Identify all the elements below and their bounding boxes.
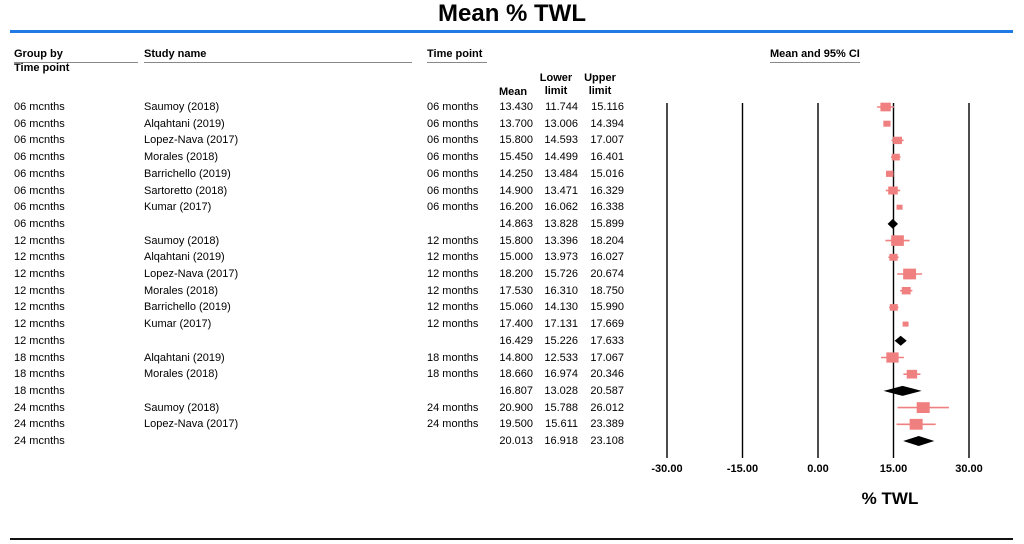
mean-cell: 14.863 bbox=[499, 217, 533, 230]
study-name-cell: Alqahtani (2019) bbox=[144, 117, 225, 130]
header-time-point: Time point bbox=[427, 48, 487, 63]
mean-cell: 15.800 bbox=[499, 234, 533, 247]
lower-limit-cell: 16.310 bbox=[544, 284, 578, 297]
lower-limit-cell: 15.611 bbox=[545, 418, 578, 431]
time-point-cell: 18 months bbox=[427, 368, 479, 381]
time-point-cell: 06 months bbox=[427, 184, 479, 197]
upper-limit-cell: 15.990 bbox=[590, 301, 624, 314]
group-cell: 12 mcnths bbox=[14, 334, 65, 347]
point-estimate bbox=[917, 402, 930, 413]
point-estimate bbox=[892, 154, 900, 161]
bottom-divider bbox=[10, 538, 1013, 540]
mean-cell: 17.530 bbox=[499, 284, 533, 297]
lower-limit-cell: 16.062 bbox=[544, 201, 578, 214]
upper-limit-cell: 17.067 bbox=[590, 351, 624, 364]
group-cell: 06 mcnths bbox=[14, 184, 65, 197]
point-estimate bbox=[907, 370, 917, 379]
group-cell: 06 mcnths bbox=[14, 117, 65, 130]
group-cell: 06 mcnths bbox=[14, 201, 65, 214]
time-point-cell: 12 months bbox=[427, 284, 479, 297]
mean-cell: 20.900 bbox=[499, 401, 533, 414]
point-estimate bbox=[893, 137, 902, 144]
mean-cell: 13.430 bbox=[499, 101, 533, 113]
x-tick-label: -30.00 bbox=[651, 463, 683, 475]
study-name-cell: Kumar (2017) bbox=[144, 201, 212, 214]
group-cell: 24 mcnths bbox=[14, 435, 65, 447]
point-estimate bbox=[897, 205, 903, 210]
mean-cell: 15.800 bbox=[499, 134, 533, 147]
mean-cell: 14.800 bbox=[499, 351, 533, 364]
header-study-name: Study name bbox=[144, 48, 412, 63]
mean-cell: 18.200 bbox=[499, 268, 533, 280]
chart-title: Mean % TWL bbox=[438, 0, 586, 27]
study-name-cell: Sartoretto (2018) bbox=[144, 184, 228, 197]
mean-cell: 16.200 bbox=[499, 201, 533, 214]
group-cell: 24 mcnths bbox=[14, 401, 65, 414]
group-cell: 06 mcnths bbox=[14, 217, 65, 230]
study-name-cell: Saumoy (2018) bbox=[144, 401, 220, 414]
upper-limit-cell: 17.633 bbox=[590, 334, 624, 347]
upper-limit-cell: 16.329 bbox=[590, 184, 624, 197]
header-group-by: Group by bbox=[14, 48, 138, 63]
study-name-cell: Saumoy (2018) bbox=[144, 101, 220, 113]
upper-limit-cell: 16.027 bbox=[590, 251, 624, 264]
upper-limit-cell: 18.750 bbox=[590, 284, 624, 297]
lower-limit-cell: 16.974 bbox=[544, 368, 578, 381]
upper-limit-cell: 15.116 bbox=[591, 101, 624, 113]
group-cell: 12 mcnths bbox=[14, 301, 65, 314]
point-estimate bbox=[902, 287, 911, 294]
study-name-cell: Barrichello (2019) bbox=[144, 301, 231, 314]
lower-limit-cell: 12.533 bbox=[544, 351, 578, 364]
lower-limit-cell: 13.828 bbox=[544, 217, 578, 230]
lower-limit-cell: 13.028 bbox=[544, 384, 578, 397]
group-cell: 12 mcnths bbox=[14, 268, 65, 280]
header-lower-limit: Lower limit bbox=[539, 72, 573, 97]
upper-limit-cell: 15.016 bbox=[590, 167, 624, 180]
group-cell: 06 mcnths bbox=[14, 167, 65, 180]
upper-limit-cell: 16.338 bbox=[590, 201, 624, 214]
point-estimate bbox=[891, 235, 904, 246]
upper-limit-cell: 16.401 bbox=[590, 151, 624, 164]
time-point-cell: 12 months bbox=[427, 301, 479, 314]
upper-limit-cell: 20.674 bbox=[590, 268, 624, 280]
study-name-cell: Kumar (2017) bbox=[144, 318, 212, 331]
summary-diamond bbox=[895, 336, 907, 346]
time-point-cell: 06 months bbox=[427, 151, 479, 164]
group-cell: 18 mcnths bbox=[14, 368, 65, 381]
upper-limit-cell: 26.012 bbox=[590, 401, 624, 414]
group-cell: 12 mcnths bbox=[14, 234, 65, 247]
upper-limit-cell: 20.346 bbox=[590, 368, 624, 381]
point-estimate bbox=[886, 171, 893, 177]
lower-limit-cell: 11.744 bbox=[545, 101, 578, 113]
lower-limit-cell: 13.396 bbox=[544, 234, 578, 247]
time-point-cell: 06 months bbox=[427, 201, 479, 214]
time-point-cell: 06 months bbox=[427, 167, 479, 180]
time-point-cell: 06 months bbox=[427, 117, 479, 130]
header-mean-ci: Mean and 95% CI bbox=[770, 48, 860, 63]
time-point-cell: 06 months bbox=[427, 134, 479, 147]
study-name-cell: Alqahtani (2019) bbox=[144, 251, 225, 264]
mean-cell: 19.500 bbox=[499, 418, 533, 431]
time-point-cell: 18 months bbox=[427, 351, 479, 364]
time-point-cell: 06 months bbox=[427, 101, 479, 113]
time-point-cell: 12 months bbox=[427, 268, 479, 280]
study-name-cell: Lopez-Nava (2017) bbox=[144, 134, 239, 147]
x-tick-label: 0.00 bbox=[807, 463, 829, 475]
study-name-cell: Morales (2018) bbox=[144, 151, 218, 164]
upper-limit-cell: 18.204 bbox=[590, 234, 624, 247]
point-estimate bbox=[903, 322, 909, 327]
group-cell: 12 mcnths bbox=[14, 251, 65, 264]
point-estimate bbox=[880, 103, 890, 112]
study-name-cell: Alqahtani (2019) bbox=[144, 351, 225, 364]
point-estimate bbox=[888, 187, 898, 195]
lower-limit-cell: 14.499 bbox=[544, 151, 578, 164]
upper-limit-cell: 14.394 bbox=[590, 117, 624, 130]
lower-limit-cell: 15.226 bbox=[544, 334, 578, 347]
upper-limit-cell: 17.669 bbox=[590, 318, 624, 331]
mean-cell: 15.450 bbox=[499, 151, 533, 164]
lower-limit-cell: 15.726 bbox=[544, 268, 578, 280]
summary-diamond bbox=[903, 436, 934, 446]
lower-limit-cell: 15.788 bbox=[544, 401, 578, 414]
x-tick-label: 15.00 bbox=[879, 463, 908, 475]
mean-cell: 17.400 bbox=[499, 318, 533, 331]
lower-limit-cell: 13.484 bbox=[544, 167, 578, 180]
point-estimate bbox=[889, 254, 897, 261]
point-estimate bbox=[883, 121, 890, 127]
study-name-cell: Lopez-Nava (2017) bbox=[144, 418, 239, 431]
time-point-cell: 12 months bbox=[427, 251, 479, 264]
group-cell: 18 mcnths bbox=[14, 351, 65, 364]
mean-cell: 16.429 bbox=[499, 334, 533, 347]
study-name-cell: Morales (2018) bbox=[144, 368, 218, 381]
lower-limit-cell: 13.973 bbox=[544, 251, 578, 264]
lower-limit-cell: 14.593 bbox=[544, 134, 578, 147]
time-point-cell: 12 months bbox=[427, 234, 479, 247]
time-point-cell: 24 months bbox=[427, 418, 479, 431]
header-mean: Mean bbox=[498, 86, 528, 98]
study-name-cell: Barrichello (2019) bbox=[144, 167, 231, 180]
group-cell: 06 mcnths bbox=[14, 101, 65, 113]
point-estimate bbox=[890, 304, 898, 311]
x-axis-label: % TWL bbox=[861, 489, 919, 508]
time-point-cell: 24 months bbox=[427, 401, 479, 414]
lower-limit-cell: 13.006 bbox=[544, 117, 578, 130]
mean-cell: 18.660 bbox=[499, 368, 533, 381]
upper-limit-cell: 23.108 bbox=[590, 435, 624, 447]
group-cell: 12 mcnths bbox=[14, 284, 65, 297]
group-cell: 18 mcnths bbox=[14, 384, 65, 397]
upper-limit-cell: 20.587 bbox=[590, 384, 624, 397]
x-tick-label: 30.00 bbox=[955, 463, 983, 475]
summary-diamond bbox=[884, 386, 922, 396]
summary-diamond bbox=[888, 219, 898, 229]
lower-limit-cell: 16.918 bbox=[544, 435, 578, 447]
group-cell: 12 mcnths bbox=[14, 318, 65, 331]
upper-limit-cell: 15.899 bbox=[590, 217, 624, 230]
header-upper-limit: Upper limit bbox=[584, 72, 616, 97]
mean-cell: 15.000 bbox=[499, 251, 533, 264]
point-estimate bbox=[886, 352, 898, 362]
group-cell: 06 mcnths bbox=[14, 134, 65, 147]
group-cell: 24 mcnths bbox=[14, 418, 65, 431]
lower-limit-cell: 17.131 bbox=[544, 318, 578, 331]
upper-limit-cell: 17.007 bbox=[590, 134, 624, 147]
header-group-time-point: Time point bbox=[14, 62, 70, 74]
study-name-cell: Morales (2018) bbox=[144, 284, 218, 297]
point-estimate bbox=[910, 419, 923, 430]
upper-limit-cell: 23.389 bbox=[590, 418, 624, 431]
mean-cell: 14.250 bbox=[499, 167, 533, 180]
mean-cell: 14.900 bbox=[499, 184, 533, 197]
point-estimate bbox=[903, 269, 916, 280]
x-tick-label: -15.00 bbox=[726, 463, 759, 475]
lower-limit-cell: 14.130 bbox=[544, 301, 578, 314]
mean-cell: 16.807 bbox=[499, 384, 533, 397]
study-name-cell: Lopez-Nava (2017) bbox=[144, 268, 239, 280]
mean-cell: 13.700 bbox=[499, 117, 533, 130]
mean-cell: 15.060 bbox=[499, 301, 533, 314]
lower-limit-cell: 13.471 bbox=[544, 184, 578, 197]
group-cell: 06 mcnths bbox=[14, 151, 65, 164]
study-name-cell: Saumoy (2018) bbox=[144, 234, 220, 247]
time-point-cell: 12 months bbox=[427, 318, 479, 331]
mean-cell: 20.013 bbox=[499, 435, 533, 447]
